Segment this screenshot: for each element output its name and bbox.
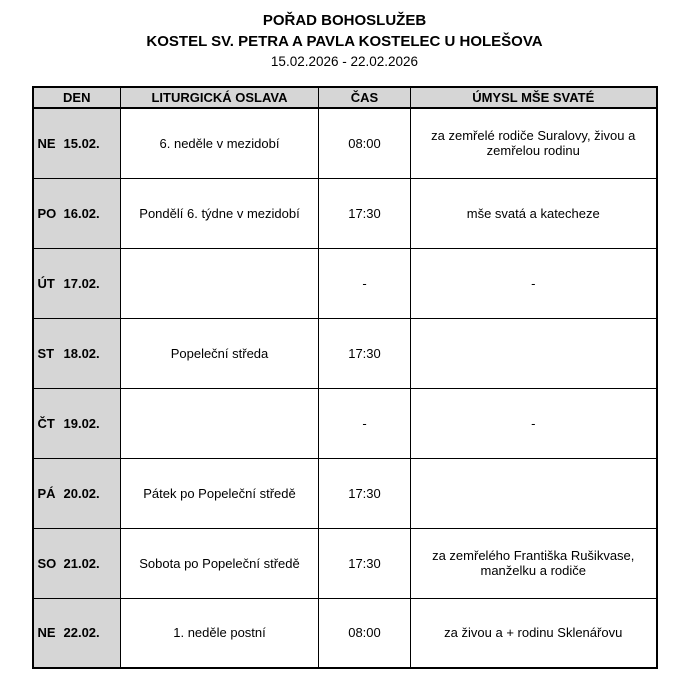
day-date: 20.02.	[63, 485, 100, 501]
time-cell: 17:30	[319, 178, 411, 248]
day-cell	[33, 318, 121, 388]
table-row	[33, 318, 657, 388]
table-row	[33, 528, 657, 598]
time-cell: 17:30	[319, 458, 411, 528]
day-date: 15.02.	[63, 135, 100, 151]
day-date: 18.02.	[63, 345, 100, 361]
time-cell: 17:30	[319, 528, 411, 598]
intention-cell: -	[411, 248, 657, 318]
time-cell: 08:00	[319, 598, 411, 668]
day-cell	[33, 458, 121, 528]
time-cell: 08:00	[319, 108, 411, 178]
table-row	[33, 598, 657, 668]
table-row	[33, 248, 657, 318]
day-abbr: ST	[37, 345, 55, 361]
day-date: 22.02.	[63, 625, 100, 641]
page-title: POŘAD BOHOSLUŽEB	[262, 12, 427, 29]
intention-cell: za živou a + rodinu Sklenářovu	[411, 598, 657, 668]
day-abbr: ČT	[37, 415, 55, 431]
celebration-cell	[121, 248, 319, 318]
day-date: 21.02.	[63, 555, 100, 571]
intention-cell: za zemřelého Františka Rušikvase, manželku a rodiče	[411, 528, 657, 598]
day-abbr: SO	[37, 555, 57, 571]
day-cell	[33, 598, 121, 668]
time-cell: 17:30	[319, 318, 411, 388]
document-header	[0, 10, 689, 72]
day-cell	[33, 388, 121, 458]
intention-cell	[411, 458, 657, 528]
day-cell	[33, 248, 121, 318]
celebration-cell: 6. neděle v mezidobí	[121, 108, 319, 178]
day-abbr: PO	[37, 205, 57, 221]
day-date: 17.02.	[63, 275, 100, 291]
table-row	[33, 388, 657, 458]
day-abbr: NE	[37, 135, 56, 151]
column-header-time: ČAS	[319, 87, 411, 108]
celebration-cell	[121, 388, 319, 458]
table-header-row	[33, 87, 657, 108]
day-date: 19.02.	[63, 415, 100, 431]
schedule-table	[32, 86, 658, 669]
day-date: 16.02.	[63, 205, 100, 221]
intention-cell	[411, 318, 657, 388]
page-subtitle: KOSTEL SV. PETRA A PAVLA KOSTELEC U HOLEŠOVA	[146, 33, 543, 50]
column-header-intention: ÚMYSL MŠE SVATÉ	[411, 87, 657, 108]
day-cell	[33, 108, 121, 178]
table-row	[33, 458, 657, 528]
time-cell: -	[319, 248, 411, 318]
day-abbr: ÚT	[37, 275, 55, 291]
table-row	[33, 178, 657, 248]
time-cell: -	[319, 388, 411, 458]
day-abbr: NE	[37, 625, 56, 641]
day-cell	[33, 528, 121, 598]
celebration-cell: 1. neděle postní	[121, 598, 319, 668]
intention-cell: -	[411, 388, 657, 458]
day-abbr: PÁ	[37, 485, 56, 501]
column-header-day: DEN	[33, 87, 121, 108]
table-row	[33, 108, 657, 178]
celebration-cell: Pátek po Popeleční středě	[121, 458, 319, 528]
celebration-cell: Popeleční středa	[121, 318, 319, 388]
celebration-cell: Sobota po Popeleční středě	[121, 528, 319, 598]
celebration-cell: Pondělí 6. týdne v mezidobí	[121, 178, 319, 248]
column-header-celebration: LITURGICKÁ OSLAVA	[121, 87, 319, 108]
intention-cell: mše svatá a katecheze	[411, 178, 657, 248]
day-cell	[33, 178, 121, 248]
date-range: 15.02.2026 - 22.02.2026	[270, 54, 419, 69]
intention-cell: za zemřelé rodiče Suralovy, živou a zemřelou rodinu	[411, 108, 657, 178]
